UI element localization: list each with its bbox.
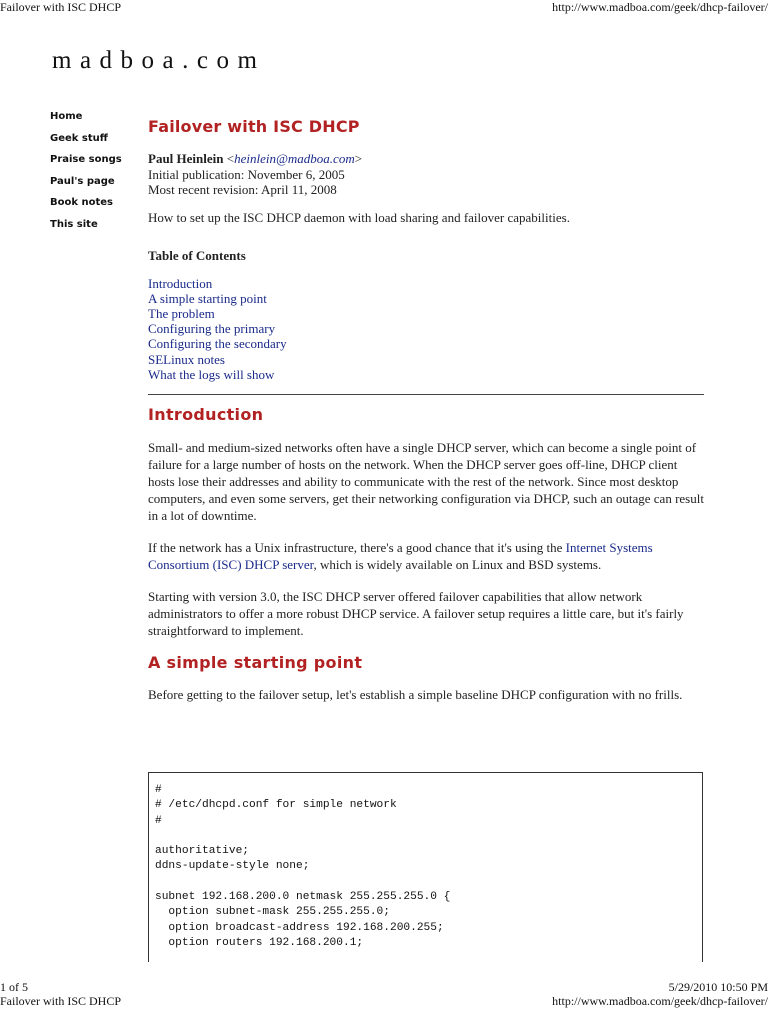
toc-link-introduction[interactable]: Introduction [148,275,213,291]
nav-item-geek-stuff[interactable]: Geek stuff [50,132,108,144]
article-summary: How to set up the ISC DHCP daemon with load sharing and failover capabilities. [148,209,570,225]
nav-item-home[interactable]: Home [50,111,83,122]
nav-item-book-notes[interactable]: Book notes [50,197,113,208]
intro-paragraph-2 [148,539,704,573]
author-name: Paul Heinlein [148,151,224,166]
sidebar-nav [50,108,122,237]
nav-item-pauls-page[interactable]: Paul's page [50,175,115,187]
intro-paragraph-3: Starting with version 3.0, the ISC DHCP server offered failover capabilities that allow network administrators to offer a more robust DHCP service. A failover setup requires a little care, but it's fairly straightforward to implement. [148,588,684,638]
print-header-title: Failover with ISC DHCP [0,0,122,14]
article [148,115,708,703]
nav-item-this-site[interactable]: This site [50,218,98,230]
section-heading-introduction: Introduction [148,404,264,424]
toc-link-logs[interactable]: What the logs will show [148,366,275,382]
toc-link-the-problem[interactable]: The problem [148,305,215,321]
code-block: # # /etc/dhcpd.conf for simple network # authoritative; ddns-update-style none; subnet 192.168.200.0 netmask 255.255.255.0 { option subnet-mask 255.255.255.0; option broadcast-address 192.168.200.255; option routers 192.168.200.1; [148,772,703,962]
intro-p2-text-after: , which is widely available on Linux and BSD systems. [313,556,602,572]
nav-item-praise-songs[interactable]: Praise songs [50,154,122,165]
print-header-url: http://www.madboa.com/geek/dhcp-failover/ [552,0,768,14]
article-meta [148,151,708,198]
print-footer-datetime: 5/29/2010 10:50 PM [668,980,768,994]
toc-link-selinux-notes[interactable]: SELinux notes [148,351,225,367]
print-footer-url: http://www.madboa.com/geek/dhcp-failover/ [552,994,768,1008]
email-open: < [223,151,235,166]
print-footer-title: Failover with ISC DHCP [0,994,122,1008]
isc-dhcp-link[interactable]: Internet Systems Consortium (ISC) DHCP server [148,539,653,572]
email-close: > [354,151,363,166]
toc-link-configuring-secondary[interactable]: Configuring the secondary [148,336,287,352]
site-title[interactable]: madboa.com [52,47,266,74]
table-of-contents [148,276,708,382]
initial-publication: Initial publication: November 6, 2005 [148,166,345,182]
toc-title: Table of Contents [148,247,246,263]
author-email-link[interactable]: heinlein@madboa.com [234,151,355,166]
divider [148,394,704,395]
page-title: Failover with ISC DHCP [148,117,360,136]
print-footer-page: 1 of 5 [0,980,28,994]
simple-paragraph-1: Before getting to the failover setup, let's establish a simple baseline DHCP configuration with no frills. [148,686,683,702]
intro-p2-text-before: If the network has a Unix infrastructure, there's a good chance that it's using the [148,539,566,555]
section-heading-simple-starting-point: A simple starting point [148,652,363,672]
intro-paragraph-1: Small- and medium-sized networks often have a single DHCP server, which can become a single point of failure for a large number of hosts on the network. When the DHCP server goes off-line, DHCP client hosts lose their addresses and ability to communicate with the rest of the network. Since most desktop computers, and even some servers, get their networking configuration via DHCP, such an outage can result in a lot of downtime. [148,439,704,523]
recent-revision: Most recent revision: April 11, 2008 [148,182,337,197]
toc-link-configuring-primary[interactable]: Configuring the primary [148,321,276,337]
toc-link-simple-starting-point[interactable]: A simple starting point [148,290,267,306]
